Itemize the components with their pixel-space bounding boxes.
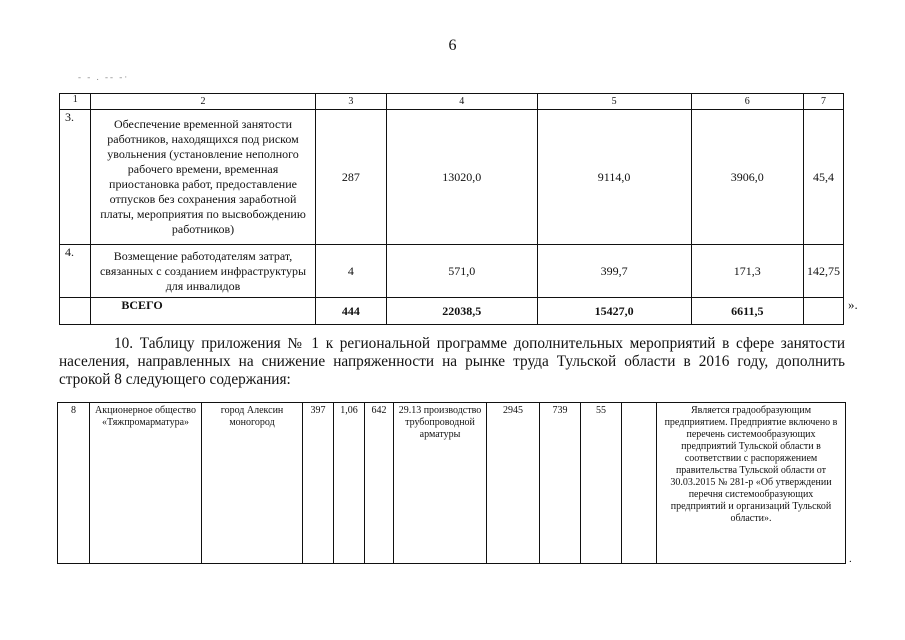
- row-number: [60, 298, 91, 325]
- table-program-measures: [59, 93, 844, 325]
- total-value: 444: [315, 298, 386, 325]
- table-enterprise-row: [57, 402, 846, 564]
- amendment-paragraph: [59, 335, 845, 389]
- note-cell: Является градообразующим предприятием. Предприятие включено в перечень системообразующих предприятий Тульской области в соответствии с распоряжением правительства Тульской области от 30.03.2015 № 281-р «Об утверждении перечня системообразующих предприятий и организаций Тульской области».: [657, 403, 846, 564]
- cell-value: 2945: [487, 403, 540, 564]
- city-name: город Алексин моногород: [202, 403, 303, 564]
- measure-name: Обеспечение временной занятости работников, находящихся под риском увольнения (установление неполного рабочего времени, временная приостановка работ, предоставление отпусков без сохранения заработной платы, мероприятия по высвобождению работников): [91, 110, 315, 245]
- cell-value: 571,0: [387, 245, 538, 298]
- measure-name: Возмещение работодателям затрат, связанных с созданием инфраструктуры для инвалидов: [91, 245, 315, 298]
- cell-value: 1,06: [334, 403, 365, 564]
- total-value: [804, 298, 844, 325]
- cell-value: 142,75: [804, 245, 844, 298]
- total-value: 6611,5: [691, 298, 803, 325]
- header-cell: 1: [60, 94, 91, 110]
- cell-value: 13020,0: [387, 110, 538, 245]
- table-row: [58, 403, 846, 564]
- header-cell: 7: [804, 94, 844, 110]
- header-cell: 2: [91, 94, 315, 110]
- empty-cell: [622, 403, 657, 564]
- total-label: ВСЕГО: [91, 298, 315, 325]
- cell-value: 739: [540, 403, 581, 564]
- cell-value: 4: [315, 245, 386, 298]
- cell-value: 55: [581, 403, 622, 564]
- header-cell: 5: [537, 94, 691, 110]
- header-cell: 6: [691, 94, 803, 110]
- total-value: 22038,5: [387, 298, 538, 325]
- scan-artifact: - - . -- -·: [78, 72, 130, 82]
- page-number: 6: [448, 37, 457, 54]
- organization-name: Акционерное общество «Тяжпромарматура»: [90, 403, 202, 564]
- cell-value: 397: [303, 403, 334, 564]
- header-cell: 3: [315, 94, 386, 110]
- table-row: [60, 245, 844, 298]
- total-row: [60, 298, 844, 325]
- closing-quote: ».: [848, 297, 858, 312]
- paragraph-text: 10. Таблицу приложения № 1 к региональной программе дополнительных мероприятий в сфере занятости населения, направленных на снижение напряженности на рынке труда Тульской области в 2016 году, дополнить строкой 8 следующего содержания:: [59, 335, 845, 388]
- total-value: 15427,0: [537, 298, 691, 325]
- row-number: 8: [58, 403, 90, 564]
- cell-value: 399,7: [537, 245, 691, 298]
- cell-value: 642: [365, 403, 394, 564]
- activity-code: 29.13 производство трубопроводной арматуры: [394, 403, 487, 564]
- cell-value: 171,3: [691, 245, 803, 298]
- header-cell: 4: [387, 94, 538, 110]
- row-number: 3.: [60, 110, 91, 245]
- table-row: [60, 110, 844, 245]
- table-header-row: [60, 94, 844, 110]
- cell-value: 45,4: [804, 110, 844, 245]
- end-dot: .: [849, 553, 852, 565]
- cell-value: 3906,0: [691, 110, 803, 245]
- cell-value: 9114,0: [537, 110, 691, 245]
- cell-value: 287: [315, 110, 386, 245]
- row-number: 4.: [60, 245, 91, 298]
